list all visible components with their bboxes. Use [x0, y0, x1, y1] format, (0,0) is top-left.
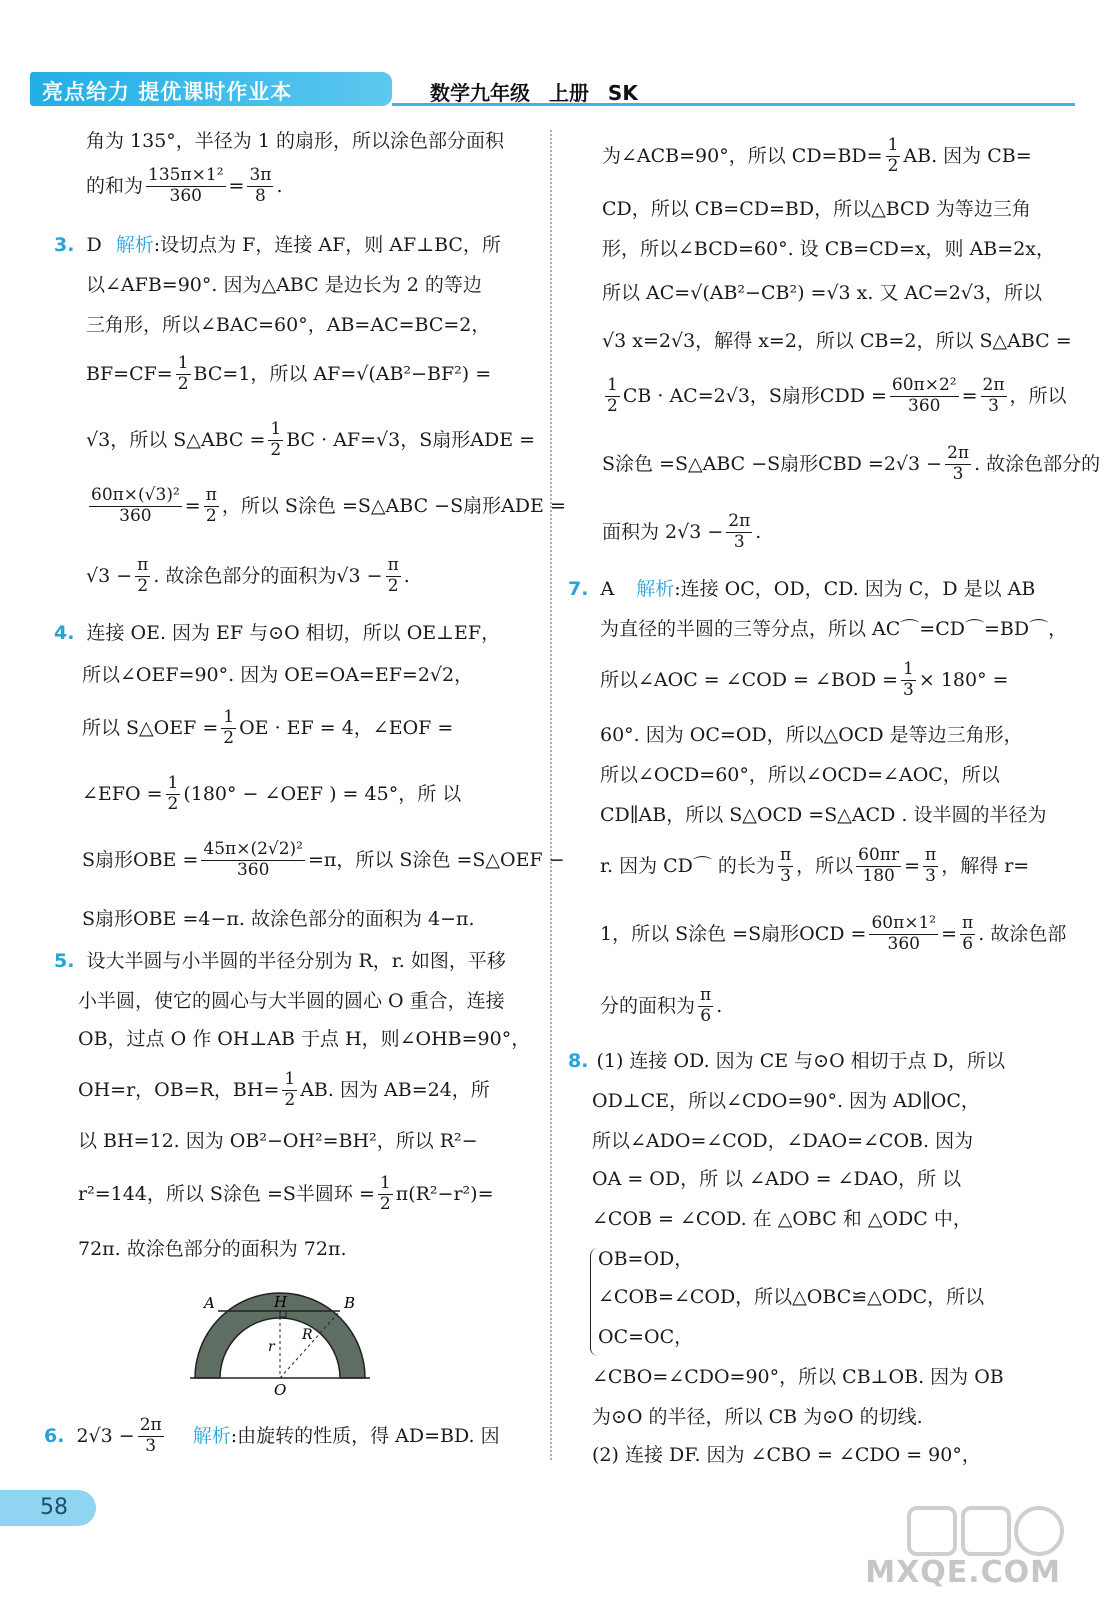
text: ，所以 S涂色 =S△ABC −S扇形ADE =: [221, 494, 566, 517]
label-h: H: [274, 1293, 288, 1311]
fraction: [923, 846, 938, 886]
question-6-header: [44, 1416, 500, 1456]
denominator: 3: [780, 865, 791, 886]
denominator: 2: [887, 155, 899, 176]
fraction: [166, 774, 181, 814]
answer: 2√3 −: [76, 1424, 135, 1447]
text: . 故涂色部分的: [974, 452, 1100, 475]
numerator: 135π×1²: [148, 165, 224, 185]
question-number: 6.: [44, 1424, 65, 1447]
numerator: π: [700, 985, 712, 1005]
text: AB. 因为 AB=24，所: [300, 1078, 490, 1101]
question-number: 8.: [568, 1050, 589, 1072]
text: =: [228, 174, 245, 197]
text: OB，过点 O 作 OH⊥AB 于点 H，则∠OHB=90°，: [78, 1028, 531, 1050]
denominator: 180: [862, 865, 895, 886]
text: 为⊙O 的半径，所以 CB 为⊙O 的切线.: [592, 1406, 923, 1428]
text: 连接 OE. 因为 EF 与⊙O 相切，所以 OE⊥EF，: [86, 622, 501, 644]
numerator: 1: [270, 419, 282, 439]
text: .: [276, 174, 283, 197]
question-number: 7.: [568, 578, 589, 600]
text-line: [600, 660, 1009, 700]
fraction: [135, 556, 150, 596]
text: 形，所以∠BCD=60°. 设 CB=CD=x，则 AB=2x，: [602, 238, 1055, 260]
label-r-large: R: [302, 1327, 313, 1343]
text: =: [941, 922, 958, 945]
text-line: [602, 512, 761, 552]
analysis-tag: 解析: [636, 578, 675, 600]
fraction: [138, 1416, 164, 1456]
text-line: [86, 166, 282, 206]
fraction: [201, 840, 305, 880]
text-line: [592, 1408, 923, 1427]
fraction: [176, 354, 191, 394]
numerator: 1: [167, 773, 179, 793]
denominator: 2: [379, 1193, 391, 1214]
numerator: 2π: [728, 511, 751, 531]
numerator: π: [925, 845, 937, 865]
fraction: [698, 986, 713, 1026]
text-line: [86, 420, 535, 460]
answer-choice: A: [600, 578, 615, 600]
analysis-tag: 解析: [115, 234, 154, 256]
text: =: [904, 854, 920, 877]
denominator: 8: [255, 185, 266, 206]
text: CD，所以 CB=CD=BD，所以△BCD 为等边三角: [602, 198, 1031, 220]
text: (1) 连接 OD. 因为 CE 与⊙O 相切于点 D，所以: [596, 1050, 1005, 1072]
numerator: 60π×2²: [891, 375, 957, 395]
fraction: [945, 444, 971, 484]
text-line: [600, 846, 1029, 886]
text: 角为 135°，半径为 1 的扇形，所以涂色部分面积: [86, 130, 504, 152]
label-r-small: r: [268, 1339, 275, 1355]
text: 所以 AC=√(AB²−CB²) =√3 x. 又 AC=2√3，所以: [602, 282, 1042, 304]
text: ，所以: [1009, 384, 1067, 407]
page-header: [0, 0, 1075, 120]
denominator: 6: [962, 933, 974, 954]
text: 以∠AFB=90°. 因为△ABC 是边长为 2 的等边: [86, 274, 482, 296]
text: CB · AC=2√3，S扇形CDD =: [622, 384, 887, 407]
question-8-header: [568, 1052, 1005, 1071]
text: 以 BH=12. 因为 OB²−OH²=BH²，所以 R²−: [78, 1130, 478, 1152]
denominator: 360: [119, 505, 152, 526]
fraction: [726, 512, 752, 552]
text-line: [86, 316, 490, 335]
watermark-site: MXQE.COM: [865, 1555, 1061, 1590]
denominator: 360: [887, 933, 920, 954]
denominator: 3: [952, 463, 964, 484]
denominator: 6: [700, 1005, 712, 1026]
denominator: 2: [223, 727, 235, 748]
fraction: [981, 376, 1007, 416]
text-line: [600, 914, 1066, 954]
label-b: B: [344, 1294, 356, 1312]
text-line: [86, 354, 491, 394]
numerator: 1: [177, 353, 189, 373]
label-o: O: [274, 1381, 287, 1399]
text: (2) 连接 DF. 因为 ∠CBO = ∠CDO = 90°，: [592, 1444, 981, 1466]
text: 1，所以 S涂色 =S扇形OCD =: [600, 922, 867, 945]
text-line: [602, 376, 1067, 416]
denominator: 360: [169, 185, 202, 206]
text-line: [78, 1030, 530, 1049]
fraction: [856, 846, 901, 886]
watermark: [865, 1500, 1069, 1596]
text: . 故涂色部: [978, 922, 1067, 945]
text-line: [602, 136, 1032, 176]
text: √3，所以 S△ABC =: [86, 428, 266, 451]
text-line: [78, 1174, 494, 1214]
text: =: [961, 384, 978, 407]
label-a: A: [204, 1294, 215, 1312]
text: S扇形OBE =4−π. 故涂色部分的面积为 4−π.: [82, 908, 475, 930]
denominator: 3: [733, 531, 745, 552]
text-line: [78, 992, 505, 1011]
text: OC=OC，: [598, 1326, 694, 1348]
fraction: [386, 556, 401, 596]
text-line: [82, 708, 453, 748]
text: 所以 S△OEF =: [82, 716, 219, 739]
text: . 故涂色部分的面积为√3 −: [153, 564, 383, 587]
question-7-header: [568, 580, 1035, 599]
denominator: 2: [607, 395, 618, 416]
text: √3 x=2√3，解得 x=2，所以 CB=2，所以 S△ABC =: [602, 330, 1072, 352]
fraction: [886, 136, 901, 176]
text-line: [592, 1210, 972, 1229]
watermark-logo-icon: [899, 1500, 1069, 1560]
text: ∠EFO =: [82, 782, 163, 805]
numerator: 45π×(2√2)²: [203, 839, 303, 859]
numerator: 1: [284, 1069, 296, 1089]
text-line: [82, 666, 473, 685]
text-line: [78, 1132, 478, 1151]
text-line: [82, 774, 461, 814]
fraction: [146, 166, 226, 206]
denominator: 2: [205, 505, 217, 526]
text: .: [716, 994, 723, 1017]
text-line: [602, 332, 1072, 351]
fraction: [778, 846, 793, 886]
fraction: [378, 1174, 393, 1214]
text: 小半圆，使它的圆心与大半圆的圆心 O 重合，连接: [78, 990, 505, 1012]
text: :连接 OC，OD，CD. 因为 C，D 是以 AB: [674, 578, 1036, 600]
text: .: [755, 520, 762, 543]
numerator: 2π: [947, 443, 970, 463]
denominator: 2: [284, 1089, 296, 1110]
text: ∠CBO=∠CDO=90°，所以 CB⊥OB. 因为 OB: [592, 1366, 1004, 1388]
text: 的和为: [86, 174, 144, 197]
text: 所以∠ADO=∠COD，∠DAO=∠COB. 因为: [592, 1130, 974, 1152]
text: 60°. 因为 OC=OD，所以△OCD 是等边三角形，: [600, 724, 1023, 746]
text-line: [600, 986, 722, 1026]
text-line: [592, 1170, 961, 1189]
fraction: [282, 1070, 297, 1110]
numerator: 2π: [982, 375, 1005, 395]
question-3-header: [54, 236, 501, 255]
denominator: 3: [925, 865, 936, 886]
text: r²=144，所以 S涂色 =S半圆环 =: [78, 1182, 375, 1205]
text: :由旋转的性质，得 AD=BD. 因: [230, 1424, 500, 1447]
text: OD⊥CE，所以∠CDO=90°. 因为 AD∥OC，: [592, 1090, 980, 1112]
text: ，解得 r=: [941, 854, 1030, 877]
text: ∠COB=∠COD，所以△OBC≌△ODC，所以: [598, 1286, 985, 1308]
text-line: [592, 1446, 981, 1465]
question-4-header: [54, 624, 500, 643]
text: :设切点为 F，连接 AF，则 AF⊥BC，所: [153, 234, 501, 256]
text-line: [86, 276, 482, 295]
numerator: 60πr: [858, 845, 900, 865]
text: OB=OD，: [598, 1248, 694, 1270]
text: 为∠ACB=90°，所以 CD=BD=: [602, 144, 883, 167]
numerator: π: [387, 555, 399, 575]
text-line: [86, 486, 566, 526]
fraction: [901, 660, 916, 700]
text: CD∥AB，所以 S△OCD =S△ACD . 设半圆的半径为: [600, 804, 1047, 826]
text: 面积为 2√3 −: [602, 520, 724, 543]
fraction: [960, 914, 975, 954]
denominator: 360: [908, 395, 941, 416]
text: BC=1，所以 AF=√(AB²−BF²) =: [193, 362, 492, 385]
text: =π，所以 S涂色 =S△OEF −: [307, 848, 565, 871]
denominator: 3: [903, 679, 914, 700]
text: OH=r，OB=R，BH=: [78, 1078, 280, 1101]
question-5-header: [54, 952, 506, 971]
numerator: 1: [887, 135, 899, 155]
question-number: 4.: [54, 622, 75, 644]
text-line: [78, 1070, 490, 1110]
text-line: [598, 1250, 693, 1269]
text-line: [592, 1368, 1004, 1387]
text-line: [598, 1288, 984, 1307]
text-line: [600, 620, 1067, 639]
text: ∠COB = ∠COD. 在 △OBC 和 △ODC 中，: [592, 1208, 972, 1230]
text-line: [82, 910, 475, 929]
denominator: 2: [387, 575, 399, 596]
text: S涂色 =S△ABC −S扇形CBD =2√3 −: [602, 452, 943, 475]
text: ，所以: [796, 854, 854, 877]
text: 所以∠AOC = ∠COD = ∠BOD =: [600, 668, 899, 691]
numerator: 60π×(√3)²: [91, 485, 180, 505]
text-line: [602, 240, 1055, 259]
denominator: 2: [270, 439, 282, 460]
question-number: 5.: [54, 950, 75, 972]
text: × 180° =: [918, 668, 1009, 691]
text-line: [602, 444, 1100, 484]
analysis-tag: 解析: [192, 1424, 231, 1447]
text-line: [602, 284, 1042, 303]
text: 为直径的半圆的三等分点，所以 AC⌒=CD⌒=BD⌒，: [600, 618, 1068, 640]
denominator: 360: [236, 859, 270, 880]
numerator: 60π×1²: [871, 913, 937, 933]
denominator: 3: [145, 1435, 157, 1456]
text: π(R²−r²)=: [395, 1182, 494, 1205]
text-line: [82, 840, 565, 880]
text-line: [78, 1240, 347, 1259]
fraction: [204, 486, 219, 526]
fraction: [890, 376, 959, 416]
text-line: [602, 200, 1031, 219]
text-line: [592, 1092, 980, 1111]
semicircle-ring-figure: [190, 1283, 370, 1398]
text: 分的面积为: [600, 994, 696, 1017]
numerator: π: [205, 485, 217, 505]
text: S扇形OBE =: [82, 848, 199, 871]
text-line: [86, 556, 410, 596]
fraction: [247, 166, 273, 206]
text: BC · AF=√3，S扇形ADE =: [286, 428, 536, 451]
numerator: 1: [379, 1173, 391, 1193]
fraction: [869, 914, 938, 954]
numerator: π: [137, 555, 149, 575]
text-line: [86, 132, 504, 151]
numerator: 1: [607, 375, 618, 395]
text-line: [600, 766, 1000, 785]
text: OA = OD，所 以 ∠ADO = ∠DAO，所 以: [592, 1168, 962, 1190]
denominator: 2: [167, 793, 179, 814]
page-number: 58: [0, 1490, 96, 1526]
text: OE · EF = 4，∠EOF =: [239, 716, 454, 739]
text: √3 −: [86, 564, 133, 587]
denominator: 2: [177, 373, 189, 394]
numerator: 1: [903, 659, 914, 679]
numerator: 3π: [249, 165, 272, 185]
text: 三角形，所以∠BAC=60°，AB=AC=BC=2，: [86, 314, 491, 336]
book-brand: 亮点给力 提优课时作业本: [42, 80, 293, 104]
numerator: π: [962, 913, 974, 933]
text-line: [598, 1328, 693, 1347]
numerator: π: [779, 845, 792, 865]
text: =: [184, 494, 201, 517]
subject-title: 数学九年级 上册 SK: [430, 81, 638, 105]
numerator: 1: [223, 707, 235, 727]
text: .: [403, 564, 410, 587]
question-number: 3.: [54, 234, 75, 256]
text: 所以∠OCD=60°，所以∠OCD=∠AOC，所以: [600, 764, 1000, 786]
text-line: [600, 726, 1023, 745]
fraction: [89, 486, 182, 526]
fraction: [605, 376, 620, 416]
column-divider: [550, 130, 552, 1460]
text-line: [600, 806, 1046, 825]
text: r. 因为 CD⌒ 的长为: [600, 854, 775, 877]
fraction: [268, 420, 283, 460]
text: BF=CF=: [86, 362, 173, 385]
denominator: 3: [988, 395, 999, 416]
text: AB. 因为 CB=: [903, 144, 1032, 167]
text: 所以∠OEF=90°. 因为 OE=OA=EF=2√2，: [82, 664, 474, 686]
numerator: 2π: [139, 1415, 162, 1435]
text-line: [592, 1132, 973, 1151]
text: 72π. 故涂色部分的面积为 72π.: [78, 1238, 347, 1260]
text: 设大半圆与小半圆的半径分别为 R，r. 如图，平移: [86, 950, 506, 972]
text: (180° − ∠OEF ) = 45°，所 以: [183, 782, 462, 805]
fraction: [221, 708, 236, 748]
denominator: 2: [137, 575, 149, 596]
answer-choice: D: [86, 234, 102, 256]
